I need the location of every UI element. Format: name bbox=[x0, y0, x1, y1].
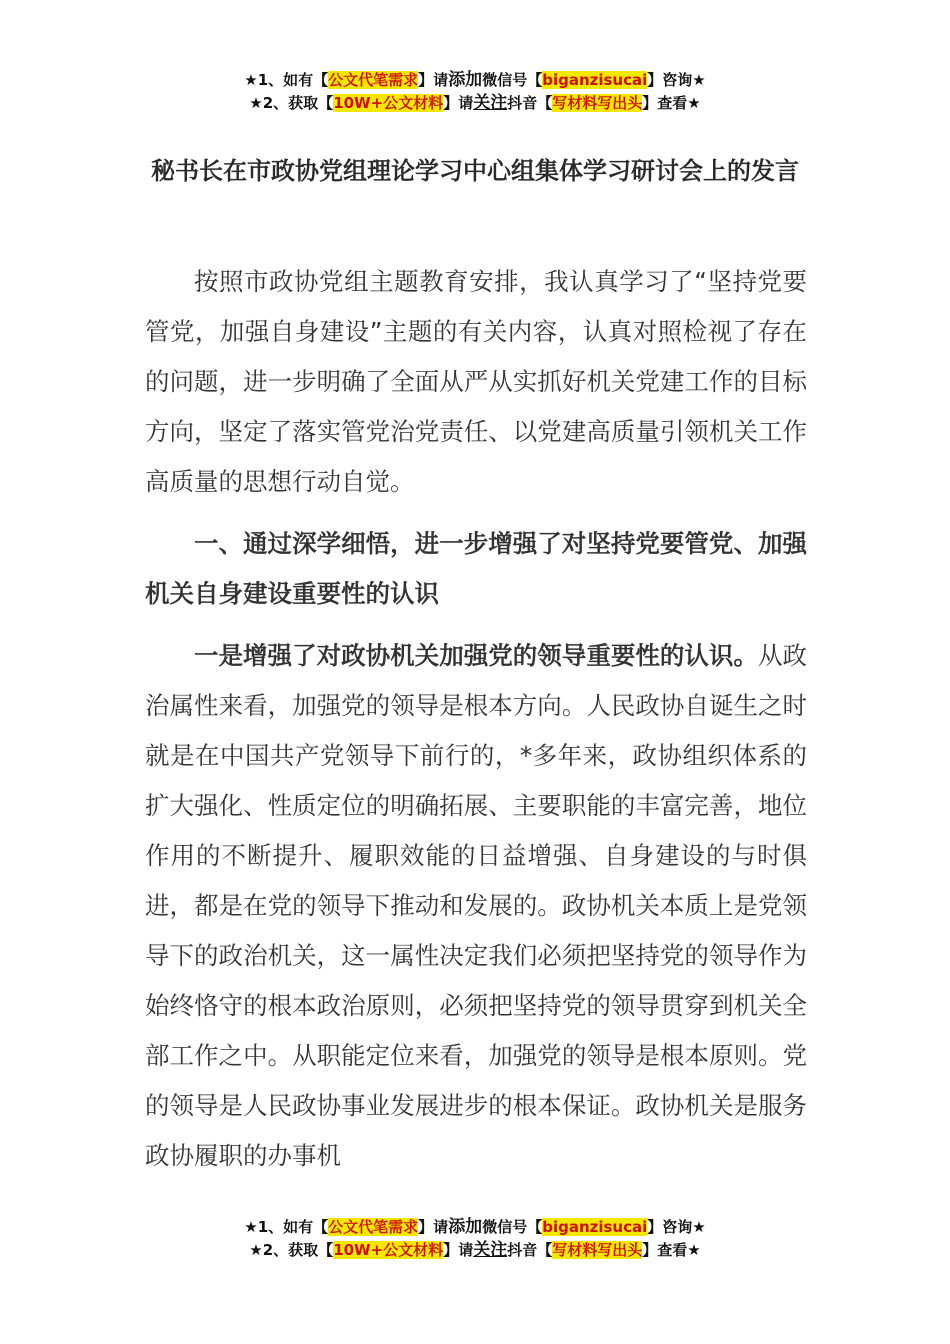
banner-text: 】请 bbox=[418, 71, 449, 89]
banner-text: 】请 bbox=[443, 94, 474, 112]
banner-text: 】咨询★ bbox=[647, 71, 706, 89]
banner-text: 抖音【 bbox=[507, 94, 553, 112]
banner-line-1 bbox=[0, 69, 950, 92]
banner-text: ★2、获取【 bbox=[249, 94, 334, 112]
banner-text: ★1、如有【 bbox=[244, 71, 329, 89]
top-banner bbox=[0, 69, 950, 115]
banner-text: 】请 bbox=[443, 1241, 474, 1259]
banner-line-1 bbox=[0, 1216, 950, 1239]
document-body bbox=[145, 257, 807, 1181]
banner-highlight: 10W+公文材料 bbox=[333, 1241, 444, 1259]
banner-text: 】咨询★ bbox=[647, 1218, 706, 1236]
paragraph-text: 从政治属性来看，加强党的领导是根本方向。人民政协自诞生之时就是在中国共产党领导下前行的，*多年来，政协组织体系的扩大强化、性质定位的明确拓展、主要职能的丰富完善，地位作用的不断提升、履职效能的日益增强、自身建设的与时俱进，都是在党的领导下推动和发展的。政协机关本质上是党领导下的政治机关，这一属性决定我们必须把坚持党的领导作为始终恪守的根本政治原则，必须把坚持党的领导贯穿到机关全部工作之中。从职能定位来看，加强党的领导是根本原则。党的领导是人民政协事业发展进步的根本保证。政协机关是服务政协履职的办事机 bbox=[145, 641, 808, 1170]
banner-text: ★1、如有【 bbox=[244, 1218, 329, 1236]
banner-wechat-id: biganzisucai bbox=[542, 71, 648, 89]
banner-emphasis: 添加 bbox=[448, 70, 483, 90]
banner-line-2 bbox=[0, 1239, 950, 1262]
banner-douyin-id: 写材料写出头 bbox=[552, 1241, 643, 1259]
banner-line-2 bbox=[0, 92, 950, 115]
banner-text: 微信号【 bbox=[482, 1218, 543, 1236]
banner-highlight: 公文代笔需求 bbox=[328, 71, 419, 89]
banner-emphasis: 添加 bbox=[448, 1217, 483, 1237]
banner-douyin-id: 写材料写出头 bbox=[552, 94, 643, 112]
paragraph-lead: 一是增强了对政协机关加强党的领导重要性的认识。 bbox=[194, 641, 758, 670]
banner-emphasis: 关注 bbox=[473, 1240, 508, 1260]
banner-highlight: 10W+公文材料 bbox=[333, 94, 444, 112]
intro-paragraph: 按照市政协党组主题教育安排，我认真学习了“坚持党要管党，加强自身建设”主题的有关内容，认真对照检视了存在的问题，进一步明确了全面从严从实抓好机关党建工作的目标方向，坚定了落实管党治党责任、以党建高质量引领机关工作高质量的思想行动自觉。 bbox=[145, 267, 807, 496]
body-paragraph bbox=[145, 631, 807, 1181]
banner-highlight: 公文代笔需求 bbox=[328, 1218, 419, 1236]
banner-text: 】查看★ bbox=[642, 1241, 701, 1259]
banner-text: 】请 bbox=[418, 1218, 449, 1236]
document-title: 秘书长在市政协党组理论学习中心组集体学习研讨会上的发言 bbox=[151, 157, 799, 185]
banner-text: ★2、获取【 bbox=[249, 1241, 334, 1259]
banner-emphasis: 关注 bbox=[473, 93, 508, 113]
banner-wechat-id: biganzisucai bbox=[542, 1218, 648, 1236]
banner-text: 】查看★ bbox=[642, 94, 701, 112]
banner-text: 抖音【 bbox=[507, 1241, 553, 1259]
bottom-banner bbox=[0, 1216, 950, 1262]
banner-text: 微信号【 bbox=[482, 71, 543, 89]
section-heading: 一、通过深学细悟，进一步增强了对坚持党要管党、加强机关自身建设重要性的认识 bbox=[145, 529, 807, 608]
